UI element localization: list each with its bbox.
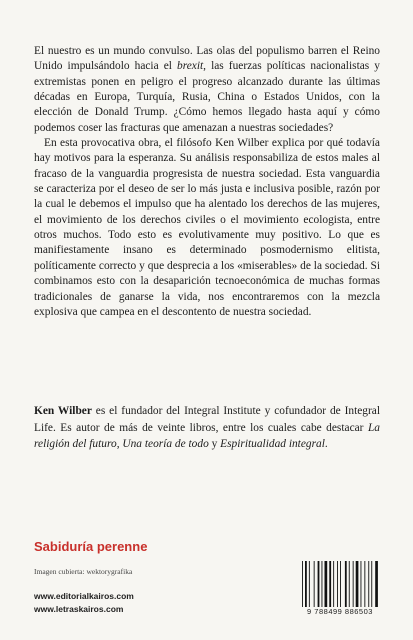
- barcode-bar: [375, 561, 378, 607]
- barcode-bar: [371, 561, 372, 607]
- synopsis: [34, 44, 380, 320]
- synopsis-paragraph-2: En esta provocativa obra, el filósofo Ken Wilber explica por qué todavía hay motivos para la esperanza. Su análisis responsabiliza de estos males al fracaso de la vanguardia progresista de nuestra sociedad. Esta vanguardia se caracteriza por el deseo de ser lo más justa e inclusiva posible, razón por la cual le debemos el impulso que ha alentado los derechos de las mujeres, el movimiento de los derechos civiles o el movimiento ecologista, entre otros muchos. Todo esto es evolutivamente muy positivo. Lo que es manifiestamente insano es determinado posmodernismo elitista, políticamente correcto y que desprecia a los «miserables» de la sociedad. Si combinamos esto con la desaparición tecnoeconómica de muchas formas tradicionales de ganarse la vida, nos encontraremos con la mezcla explosiva que campea en el descontento de nuestra sociedad.: [34, 137, 380, 318]
- book-title: Espiritualidad integral: [220, 438, 325, 450]
- series-name: Sabiduría perenne: [34, 539, 148, 554]
- barcode-bar: [314, 561, 315, 607]
- barcode-bar: [305, 561, 307, 607]
- publisher-url: www.editorialkairos.com: [34, 591, 134, 601]
- barcode-bar: [325, 561, 328, 607]
- separator: y: [208, 438, 221, 450]
- publisher-url: www.letraskairos.com: [34, 604, 124, 614]
- barcode-bar: [302, 561, 303, 607]
- synopsis-italic-term: brexit: [177, 60, 204, 73]
- barcode-bar: [340, 561, 341, 607]
- barcode-bar: [353, 561, 354, 607]
- separator: .: [324, 438, 328, 450]
- barcode-bar: [309, 561, 310, 607]
- book-title: Una teoría de todo: [122, 438, 209, 450]
- barcode-bar: [361, 561, 362, 607]
- author-bio: [34, 403, 380, 453]
- barcode-bar: [337, 561, 338, 607]
- author-bio-paragraph: [34, 403, 380, 453]
- barcode-bar: [333, 561, 334, 607]
- barcode-bar: [356, 561, 359, 607]
- author-name: Ken Wilber: [34, 405, 92, 417]
- synopsis-text: , las fuerzas políticas nacionalistas y extremistas ponen en peligro el progreso alcanzado durante las últimas décadas en Europa, Turquía, Rusia, China o Estados Unidos, con la elección de Donald Trump. ¿Cómo hemos llegado hasta aquí y cómo podemos coser las fracturas que amenazan a nuestras sociedades?: [34, 60, 380, 134]
- separator: ,: [116, 438, 123, 450]
- synopsis-text: El nuestro es un mundo convulso. Las olas del populismo barren el Reino Unido impulsándolo hacia el: [34, 45, 380, 73]
- synopsis-paragraph-1: [34, 44, 380, 136]
- barcode-bar: [364, 561, 365, 607]
- barcode-bar: [345, 561, 347, 607]
- barcode-bar: [329, 561, 331, 607]
- barcode-bar: [349, 561, 350, 607]
- barcode: [300, 561, 380, 607]
- barcode-bar: [322, 561, 323, 607]
- barcode-bar: [318, 561, 320, 607]
- barcode-bar: [368, 561, 369, 607]
- cover-image-credit: Imagen cubierta: wektorygrafika: [34, 567, 133, 576]
- author-bio-text: es el fundador del Integral Institute y cofundador de Integral Life. Es autor de más de veinte libros, entre los cuales cabe destacar: [34, 405, 381, 434]
- book-title: La religión del futuro: [34, 421, 380, 450]
- isbn-number: 9 788499 886503: [307, 607, 373, 616]
